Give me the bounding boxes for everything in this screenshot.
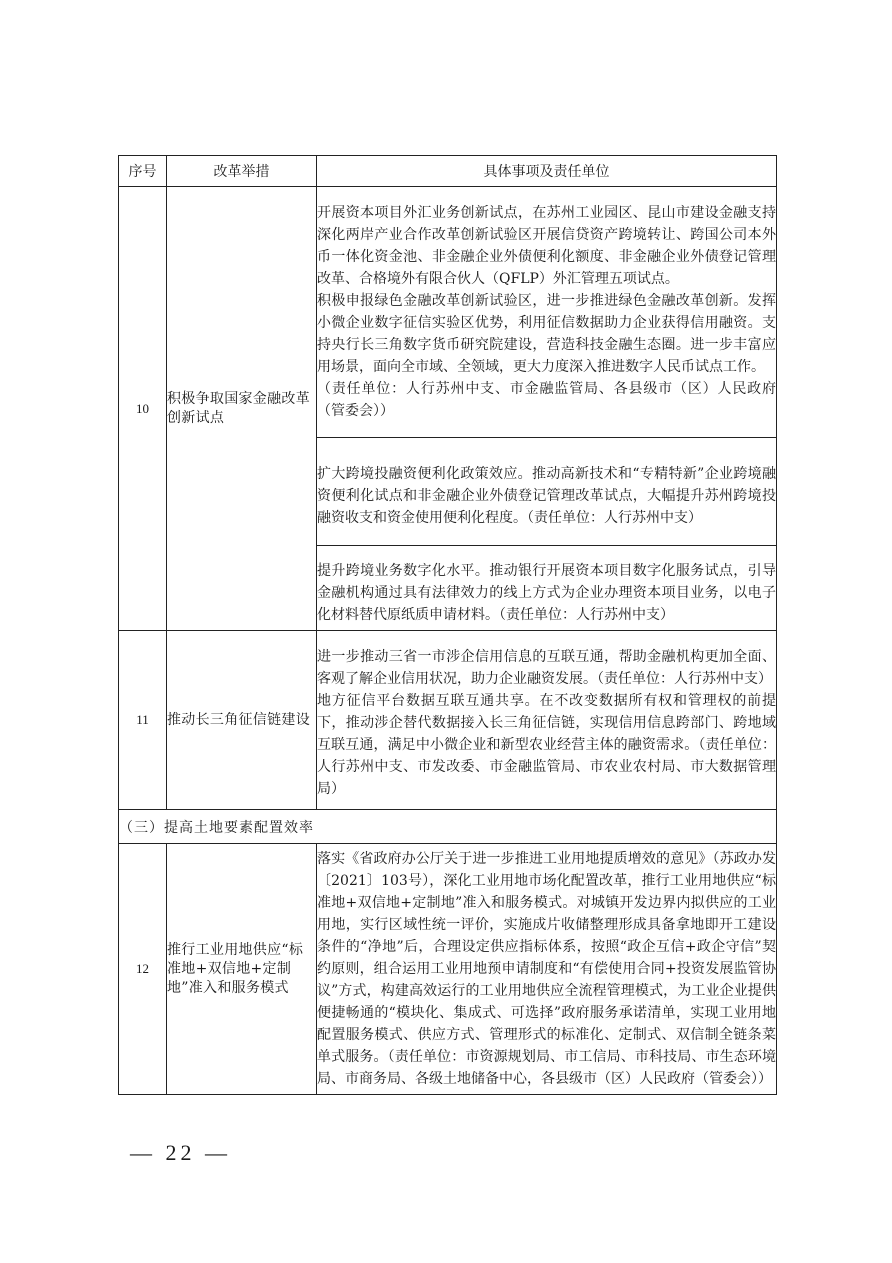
header-seq: 序号 (119, 156, 167, 187)
header-measure: 改革举措 (167, 156, 317, 187)
row-number: 10 (119, 187, 167, 631)
reform-measure: 推行工业用地供应“标准地+双信地+定制地”准入和服务模式 (167, 844, 317, 1095)
detail-cell (317, 631, 777, 810)
detail-cell (317, 546, 777, 631)
row-number: 12 (119, 844, 167, 1095)
table-row (119, 844, 777, 1095)
reform-measure: 推动长三角征信链建设 (167, 631, 317, 810)
detail-cell (317, 438, 777, 546)
table-header-row (119, 156, 777, 187)
table-row (119, 187, 777, 438)
table-row (119, 631, 777, 810)
page-number: — 22 — (130, 1140, 231, 1165)
detail-paragraph: 提升跨境业务数字化水平。推动银行开展资本项目数字化服务试点，引导金融机构通过具有法律效力的线上方式为企业办理资本项目业务，以电子化材料替代原纸质申请材料。（责任单位：人行苏州中支） (317, 563, 776, 623)
responsible-units: （责任单位：人行苏州中支、市金融监管局、各县级市（区）人民政府（管委会）） (317, 381, 776, 419)
detail-paragraph: 扩大跨境投融资便利化政策效应。推动高新技术和“专精特新”企业跨境融资便利化试点和非金融企业外债登记管理改革试点，大幅提升苏州跨境投融资收支和资金使用便利化程度。（责任单位：人行苏州中支） (317, 465, 776, 526)
section-title: （三）提高土地要素配置效率 (119, 810, 777, 844)
detail-cell (317, 844, 777, 1095)
detail-cell (317, 187, 777, 438)
section-row (119, 810, 777, 844)
detail-paragraph: 开展资本项目外汇业务创新试点，在苏州工业园区、昆山市建设金融支持深化两岸产业合作改革创新试验区开展信贷资产跨境转让、跨国公司本外币一体化资金池、非金融企业外债便利化额度、非金融企业外债登记管理改革、合格境外有限合伙人（QFLP）外汇管理五项试点。 (317, 205, 776, 287)
reform-measure: 积极争取国家金融改革创新试点 (167, 187, 317, 631)
detail-paragraph: 地方征信平台数据互联互通共享。在不改变数据所有权和管理权的前提下，推动涉企替代数据接入长三角征信链，实现信用信息跨部门、跨地域互联互通，满足中小微企业和新型农业经营主体的融资需求。（责任单位：人行苏州中支、市发改委、市金融监管局、市农业农村局、市大数据管理局） (317, 693, 776, 797)
header-details: 具体事项及责任单位 (317, 156, 777, 187)
reform-measures-table (118, 155, 777, 1095)
row-number: 11 (119, 631, 167, 810)
detail-paragraph: 进一步推动三省一市涉企信用信息的互联互通，帮助金融机构更加全面、客观了解企业信用状况，助力企业融资发展。（责任单位：人行苏州中支） (317, 649, 776, 687)
detail-paragraph: 落实《省政府办公厅关于进一步推进工业用地提质增效的意见》（苏政办发〔2021〕103号），深化工业用地市场化配置改革，推行工业用地供应“标准地+双信地+定制地”准入和服务模式。对城镇开发边界内拟供应的工业用地，实行区域性统一评价，实施成片收储整理形成具备拿地即开工建设条件的“净地”后，合理设定供应指标体系，按照“政企互信+政企守信”契约原则，组合运用工业用地预申请制度和“有偿使用合同+投资发展监管协议”方式，构建高效运行的工业用地供应全流程管理模式，为工业企业提供便捷畅通的“模块化、集成式、可选择”政府服务承诺清单，实现工业用地配置服务模式、供应方式、管理形式的标准化、定制式、双信制全链条菜单式服务。（责任单位：市资源规划局、市工信局、市科技局、市生态环境局、市商务局、各级土地储备中心，各县级市（区）人民政府（管委会）） (317, 851, 776, 1087)
detail-paragraph: 积极申报绿色金融改革创新试验区，进一步推进绿色金融改革创新。发挥小微企业数字征信实验区优势，利用征信数据助力企业获得信用融资。支持央行长三角数字货币研究院建设，营造科技金融生态圈。进一步丰富应用场景，面向全市域、全领域，更大力度深入推进数字人民币试点工作。 (317, 293, 776, 375)
